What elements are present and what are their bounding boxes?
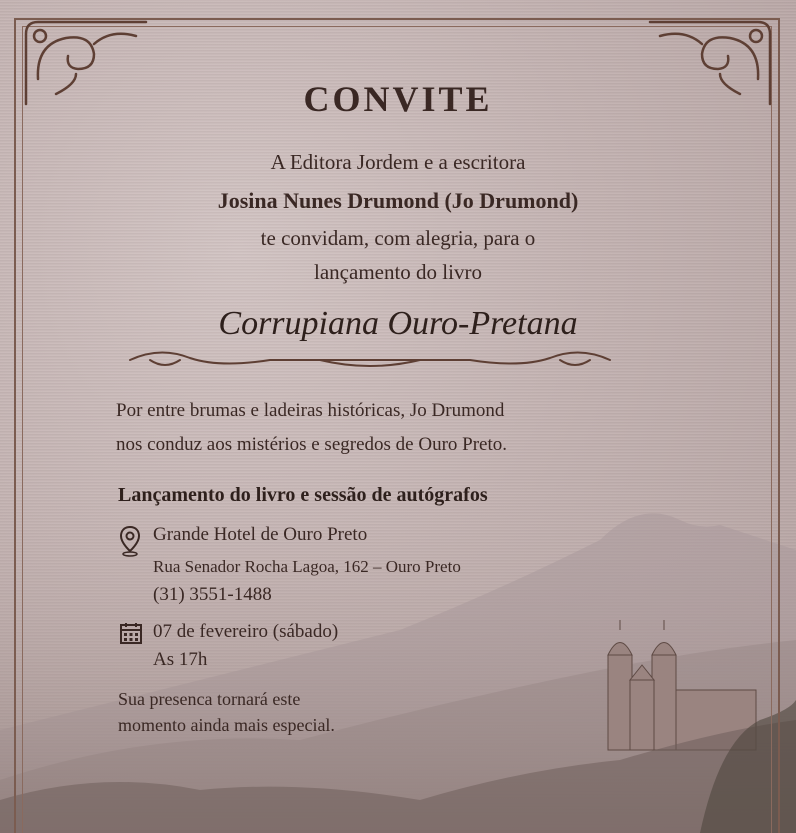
intro-line-publisher: A Editora Jordem e a escritora: [270, 150, 526, 174]
title-flourish-divider-icon: [120, 338, 620, 378]
closing-line-1: Sua presenca tornará este: [118, 689, 301, 709]
invitation-title: CONVITE: [303, 79, 493, 119]
event-heading: Lançamento do livro e sessão de autógrafos: [118, 484, 488, 506]
closing-line-2: momento ainda mais especial.: [118, 715, 335, 735]
description-line-2: nos conduz aos mistérios e segredos de Ouro Preto.: [116, 434, 508, 455]
intro-line-launch: lançamento do livro: [314, 260, 482, 284]
map-pin-icon: [118, 525, 142, 557]
book-title: Corrupiana Ouro-Pretana: [218, 305, 578, 342]
calendar-icon: [119, 621, 143, 645]
author-name: Josina Nunes Drumond (Jo Drumond): [217, 188, 579, 213]
venue-address: Rua Senador Rocha Lagoa, 162 – Ouro Preto: [153, 557, 461, 576]
venue-name: Grande Hotel de Ouro Preto: [153, 524, 368, 545]
description-line-1: Por entre brumas e ladeiras históricas, Jo Drumond: [116, 400, 505, 421]
venue-phone: (31) 3551-1488: [153, 584, 272, 605]
event-time: As 17h: [153, 649, 208, 670]
intro-line-invite: te convidam, com alegria, para o: [260, 226, 536, 250]
event-date: 07 de fevereiro (sábado): [153, 621, 339, 642]
inner-border: [22, 26, 772, 833]
